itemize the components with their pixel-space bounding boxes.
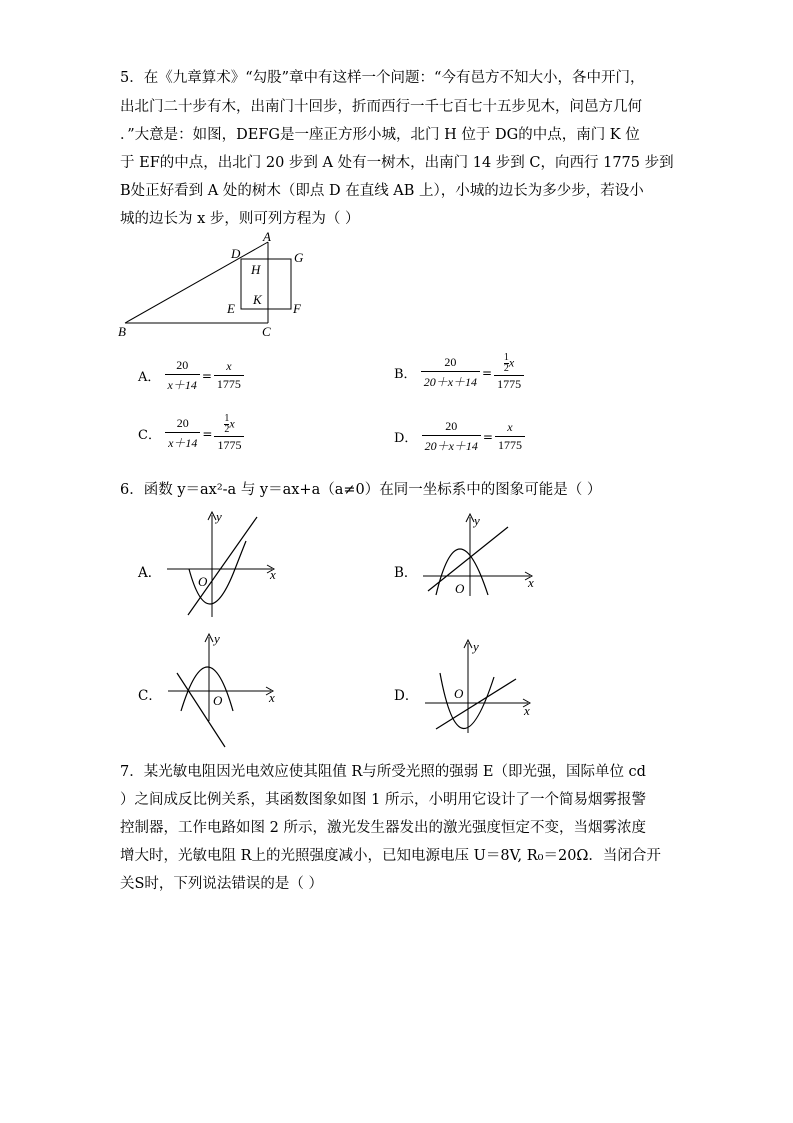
denominator: 1775 — [495, 436, 525, 453]
fraction — [165, 416, 200, 451]
origin-label: O — [455, 581, 465, 596]
x-label: x — [524, 703, 530, 718]
origin-label: O — [454, 686, 464, 701]
equals-sign: = — [202, 426, 213, 441]
numerator: x — [226, 359, 232, 373]
numerator: 20 — [445, 419, 458, 433]
q7-line-2: ）之间成反比例关系，其函数图象如图 1 所示，小明用它设计了一个简易烟雾报警 — [120, 792, 646, 808]
numerator: 20 — [176, 416, 189, 430]
q7-line-3: 控制器，工作电路如图 2 所示，激光发生器发出的激光强度恒定不变，当烟雾浓度 — [120, 820, 646, 836]
x-label: x — [528, 575, 534, 590]
option-label: A． — [138, 370, 161, 385]
line-graph — [428, 527, 508, 591]
fraction — [214, 359, 244, 392]
q5-line-5: B处正好看到 A 处的树木（即点 D 在直线 AB 上），小城的边长为多少步，若设小 — [120, 183, 644, 199]
q6-option-a-graph[interactable] — [162, 507, 287, 619]
q5-option-a[interactable] — [138, 358, 244, 393]
y-label: y — [214, 631, 220, 646]
half-num: 1 — [224, 413, 230, 424]
parabola — [181, 667, 233, 711]
half-num: 1 — [503, 352, 509, 363]
fraction — [421, 355, 480, 390]
label-e: E — [227, 301, 235, 316]
numerator — [214, 414, 244, 436]
q7-line-5: 关S时，下列说法错误的是（ ） — [120, 876, 324, 892]
option-label: D． — [394, 431, 418, 446]
denominator: 20＋x＋14 — [421, 371, 480, 390]
label-b: B — [118, 324, 126, 339]
denominator: x＋14 — [165, 374, 200, 393]
variable: x — [229, 416, 235, 431]
q5-option-c[interactable] — [138, 414, 244, 453]
q6-option-b-graph[interactable] — [418, 511, 543, 599]
q6-option-c-label[interactable]: C． — [138, 688, 162, 704]
option-label: B． — [394, 367, 417, 382]
numerator — [494, 353, 524, 375]
label-c: C — [262, 324, 271, 339]
origin-label: O — [213, 693, 223, 708]
parabola — [440, 673, 494, 729]
label-h: H — [251, 262, 261, 277]
q6-option-a-label[interactable]: A． — [138, 565, 162, 581]
variable: x — [508, 355, 515, 370]
q5-option-d[interactable] — [394, 419, 525, 454]
q5-line-3: ．”大意是：如图，DEFG是一座正方形小城，北门 H 位于 DG的中点，南门 K 位 — [120, 127, 640, 143]
q7-line-4: 增大时，光敏电阻 R上的光照强度减小，已知电源电压 U＝8V, R₀＝20Ω．当闭合开 — [120, 848, 661, 864]
fraction — [165, 358, 200, 393]
q6-option-c-graph[interactable] — [163, 631, 288, 749]
denominator: 1775 — [214, 375, 244, 392]
option-label: C． — [138, 428, 161, 443]
square-defg — [241, 259, 291, 309]
fraction — [214, 414, 244, 453]
denominator: 1775 — [214, 436, 244, 453]
x-label: x — [269, 690, 275, 705]
q5-line-4: 于 EF的中点，出北门 20 步到 A 处有一树木，出南门 14 步到 C，向西行 1775 步到 — [120, 155, 674, 171]
denominator: 20＋x＋14 — [422, 435, 481, 454]
half-den: 2 — [503, 363, 509, 374]
fraction — [422, 419, 481, 454]
y-label: y — [473, 639, 479, 654]
y-label: y — [216, 509, 222, 524]
q6-option-b-label[interactable]: B． — [394, 565, 418, 581]
q5-line-1: 5．在《九章算术》“勾股”章中有这样一个问题：“今有邑方不知大小，各中开门， — [120, 70, 645, 86]
label-k: K — [253, 292, 262, 307]
fraction — [495, 420, 525, 453]
label-g: G — [294, 250, 304, 265]
q6-option-d-graph[interactable] — [420, 637, 545, 735]
denominator: x＋14 — [165, 432, 200, 451]
label-d: D — [231, 246, 241, 261]
label-a: A — [263, 229, 271, 244]
fraction — [494, 353, 524, 392]
half-den: 2 — [224, 424, 230, 435]
q6-option-d-label[interactable]: D． — [394, 688, 419, 704]
segment-ab — [125, 242, 268, 323]
line-graph — [436, 679, 516, 729]
equals-sign: = — [482, 365, 493, 380]
line-graph — [188, 517, 257, 615]
q5-line-2: 出北门二十步有木，出南门十回步，折而西行一千七百七十五步见木，问邑方几何 — [120, 99, 642, 115]
q6-stem: 6．函数 y＝ax²-a 与 y＝ax+a（a≠0）在同一坐标系中的图象可能是（ ） — [120, 482, 602, 498]
y-label: y — [474, 513, 480, 528]
q7-line-1: 7．某光敏电阻因光电效应使其阻值 R与所受光照的强弱 E（即光强，国际单位 cd — [120, 764, 646, 780]
origin-label: O — [198, 574, 208, 589]
equals-sign: = — [482, 429, 493, 444]
numerator: 20 — [444, 355, 457, 369]
label-f: F — [293, 301, 301, 316]
numerator: 20 — [176, 358, 189, 372]
q5-option-b[interactable] — [394, 353, 524, 392]
numerator: x — [507, 420, 513, 434]
q5-line-6: 城的边长为 x 步，则可列方程为（ ） — [120, 211, 360, 227]
line-graph — [177, 673, 225, 747]
q5-figure — [110, 225, 320, 345]
equals-sign: = — [201, 368, 212, 383]
denominator: 1775 — [494, 375, 524, 392]
x-label: x — [270, 567, 276, 582]
